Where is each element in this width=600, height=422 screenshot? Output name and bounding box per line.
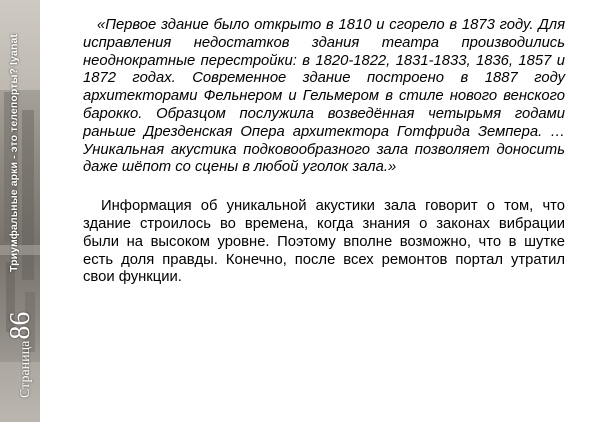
sidebar-title: Триумфальные арки - это телепорты? Iyanat (8, 34, 20, 272)
page-word: Страница (18, 340, 33, 398)
body-paragraph (83, 198, 565, 287)
side-photo-strip (0, 0, 40, 422)
page-label (5, 312, 37, 398)
main-text (83, 17, 565, 287)
quote-text: «Первое здание было открыто в 1810 и сгорело в 1873 году. Для исправления недостатков здания театра производились неоднократные перестройки: в 1820-1822, 1831-1833, 1836, 1857 и 1872 годах. Современное здание построено в 1887 году архитекторами Фельнером и Гельмером в стиле нового венского барокко. Образцом послужила возведённая четырьмя годами раньше Дрезденская Опера архитектора Готфрида Земпера. … Уникальная акустика подковообразного зала позволяет доносить даже шёпот со сцены в любой уголок зала.» (83, 17, 565, 176)
page-number: 86 (5, 311, 36, 340)
quote-paragraph (83, 17, 565, 177)
body-text: Информация об уникальной акустики зала говорит о том, что здание строилось во времена, когда знания о законах вибрации были на высоком уровне. Поэтому вполне возможно, что в шутке есть доля правды. Конечно, после всех ремонтов портал утратил свои функции. (83, 198, 565, 286)
